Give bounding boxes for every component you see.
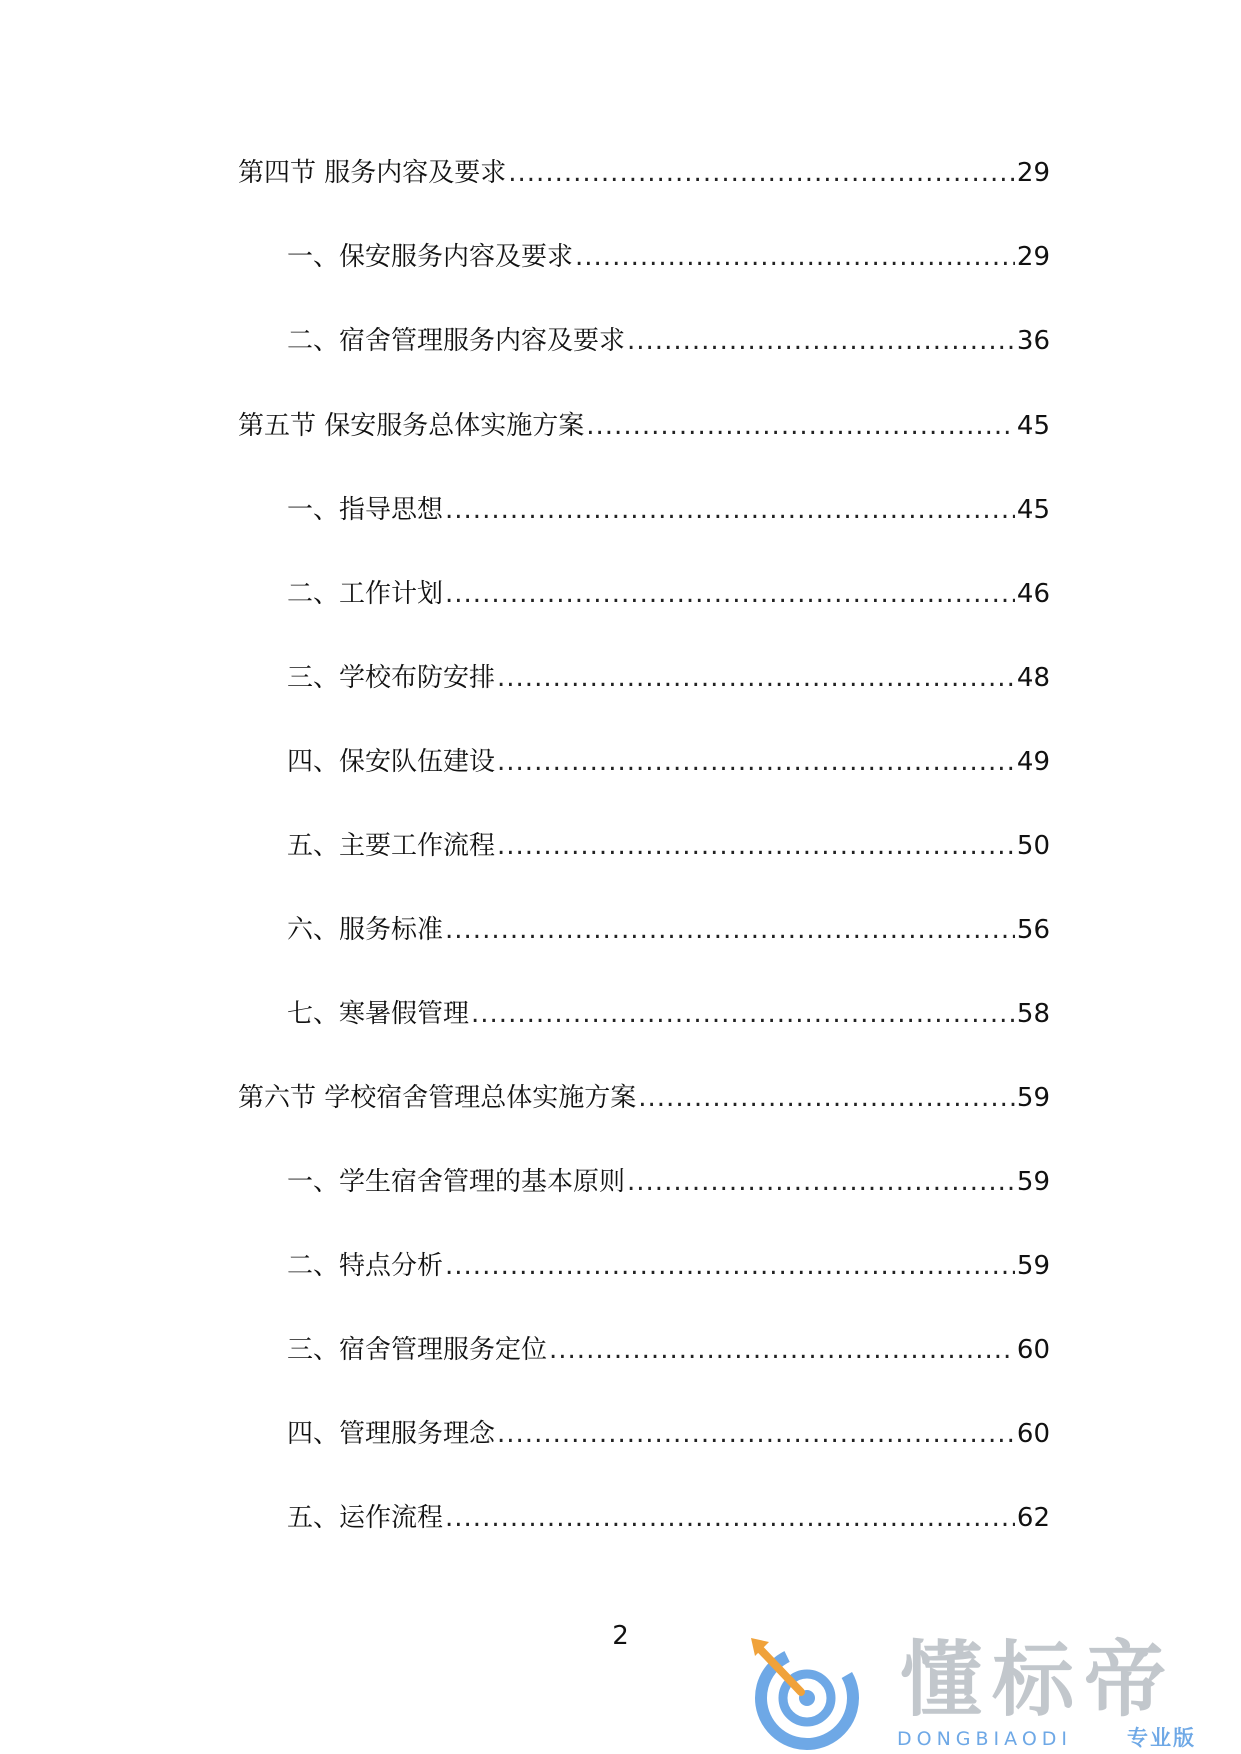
toc-dot-leader [471,994,1015,1034]
toc-dot-leader [497,742,1015,782]
toc-entry[interactable] [238,406,1050,446]
toc-entry[interactable] [287,1498,1050,1538]
toc-dot-leader [497,1414,1015,1454]
toc-entry-title: 一、学生宿舍管理的基本原则 [287,1167,626,1197]
toc-entry[interactable] [287,826,1050,866]
toc-entry-title: 四、保安队伍建设 [287,747,496,777]
toc-entry[interactable] [287,658,1050,698]
toc-entry-title: 一、保安服务内容及要求 [287,242,574,272]
toc-dot-leader [445,1246,1015,1286]
toc-entry-title: 一、指导思想 [287,495,444,525]
toc-entry[interactable] [287,574,1050,614]
toc-entry-page: 46 [1016,579,1050,609]
toc-entry-title: 六、服务标准 [287,915,444,945]
toc-entry-title: 第五节 保安服务总体实施方案 [238,411,585,441]
toc-entry-page: 59 [1016,1167,1050,1197]
toc-dot-leader [445,910,1015,950]
toc-entry[interactable] [287,994,1050,1034]
toc-entry[interactable] [238,1078,1050,1118]
toc-entry[interactable] [238,153,1050,193]
toc-dot-leader [497,658,1015,698]
target-arrow-icon [745,1634,865,1752]
toc-entry[interactable] [287,742,1050,782]
toc-entry-page: 56 [1016,915,1050,945]
toc-entry-title: 第四节 服务内容及要求 [238,158,507,188]
toc-entry[interactable] [287,490,1050,530]
toc-dot-leader [497,826,1015,866]
toc-entry-title: 二、宿舍管理服务内容及要求 [287,326,626,356]
toc-entry-page: 59 [1016,1251,1050,1281]
toc-entry[interactable] [287,237,1050,277]
page-number: 2 [612,1621,629,1651]
toc-entry-page: 60 [1016,1419,1050,1449]
toc-entry-title: 四、管理服务理念 [287,1419,496,1449]
toc-dot-leader [445,490,1015,530]
toc-entry-page: 45 [1016,411,1050,441]
watermark [745,1634,1225,1752]
toc-dot-leader [586,406,1015,446]
toc-entry-page: 48 [1016,663,1050,693]
toc-entry[interactable] [287,321,1050,361]
toc-dot-leader [445,574,1015,614]
toc-dot-leader [638,1078,1015,1118]
toc-dot-leader [508,153,1015,193]
watermark-pinyin: DONGBIAODI [897,1728,1073,1750]
toc-dot-leader [627,321,1015,361]
toc-entry-page: 60 [1016,1335,1050,1365]
toc-entry-title: 三、宿舍管理服务定位 [287,1335,548,1365]
toc-entry-title: 七、寒暑假管理 [287,999,470,1029]
watermark-edition: 专业版 [1127,1726,1196,1750]
toc-entry-title: 五、主要工作流程 [287,831,496,861]
toc-entry-page: 62 [1016,1503,1050,1533]
toc-entry-page: 45 [1016,495,1050,525]
toc-entry-title: 二、工作计划 [287,579,444,609]
toc-dot-leader [575,237,1015,277]
toc-entry-title: 第六节 学校宿舍管理总体实施方案 [238,1083,637,1113]
toc-dot-leader [549,1330,1015,1370]
toc-entry[interactable] [287,1330,1050,1370]
toc-entry-page: 58 [1016,999,1050,1029]
toc-entry-page: 29 [1016,242,1050,272]
toc-dot-leader [627,1162,1015,1202]
toc-entry-page: 49 [1016,747,1050,777]
toc-entry[interactable] [287,1246,1050,1286]
watermark-brand: 懂标帝 [900,1633,1177,1728]
toc-entry[interactable] [287,910,1050,950]
toc-entry[interactable] [287,1162,1050,1202]
toc-entry-page: 29 [1016,158,1050,188]
toc-dot-leader [445,1498,1015,1538]
toc-entry[interactable] [287,1414,1050,1454]
toc-entry-title: 二、特点分析 [287,1251,444,1281]
toc-entry-title: 五、运作流程 [287,1503,444,1533]
toc-entry-page: 59 [1016,1083,1050,1113]
toc-entry-title: 三、学校布防安排 [287,663,496,693]
toc-entry-page: 36 [1016,326,1050,356]
toc-entry-page: 50 [1016,831,1050,861]
